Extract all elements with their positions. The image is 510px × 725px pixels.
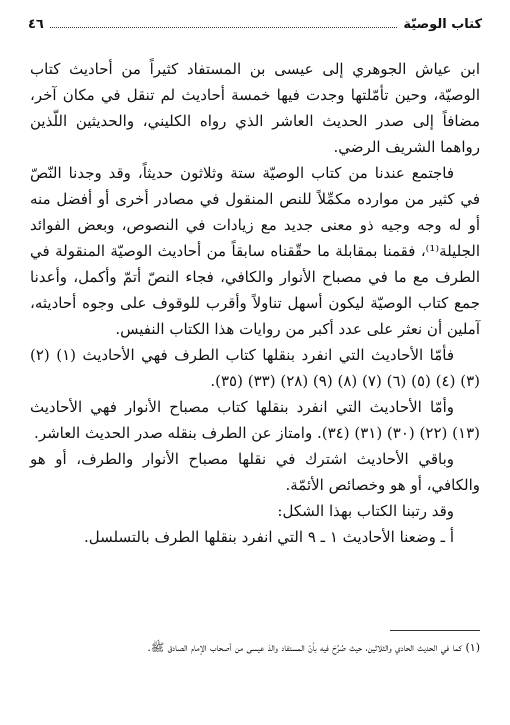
header-dotted-leader (50, 27, 398, 28)
footnote-separator (390, 630, 480, 631)
paragraph-7: أ ـ وضعنا الأحاديث ١ ـ ٩ التي انفرد بنقلها الطرف بالتسلسل. (84, 528, 454, 546)
paragraph-3: فأمّا الأحاديث التي انفرد بنقلها كتاب الطرف فهي الأحاديث (١) (٢) (٣) (٤) (٥) (٦) (٧) (٨) (٩) (٢٨) (٣٣) (٣٥). (30, 346, 480, 390)
page-number: ٤٦ (28, 17, 44, 32)
main-text (30, 56, 480, 550)
paragraph-6: وقد رتبنا الكتاب بهذا الشكل: (277, 502, 454, 520)
footnote-1: (١) كما في الحديث الحادي والثلاثين، حيث صُرِّحَ فيه بأنّ المستفاد والدَ عيسى من أصحاب الإمام الصادق ﷺ. (147, 641, 480, 654)
paragraph-4: وأمّا الأحاديث التي انفرد بنقلها كتاب مصباح الأنوار فهي الأحاديث (١٣) (٢٢) (٣٠) (٣١) (٣٤). وامتاز عن الطرف بنقله صدر الحديث العاشر. (30, 398, 480, 442)
paragraph-2: فاجتمع عندنا من كتاب الوصيّة ستة وثلاثون حديثاً، وقد وجدنا النّصّ في كثير من موارده مكمِّلاً للنص المنقول في مصادر أخرى أو أفضل منه أو له وجه وجيه ذو معنى جديد مع زيادات في النصوص، وبعض الفوائد الجليلة⁽¹⁾، فقمنا بمقابلة ما حقّقناه سابقاً من أحاديث الوصيّة المنقولة في الطرف مع ما في مصباح الأنوار والكافي، فجاء النصّ أتمّ وأكمل، وأعدنا جمع كتاب الوصيّة ليكون أسهل تناولاً وأقرب للوقوف على وجوه أحاديثه، آملين أن نعثر على عدد أكبر من روايات هذا الكتاب النفيس. (30, 164, 480, 338)
running-header (28, 10, 482, 32)
paragraph-1: ابن عياش الجوهري إلى عيسى بن المستفاد كثيراً من أحاديث كتاب الوصيّة، وحين تأمّلتها وجدت فيها خمسة أحاديث لم تنقل في مكان آخر، مضافاً إلى صدر الحديث العاشر الذي رواه الكليني، والحديثين اللّذين رواهما الشريف الرضي. (30, 60, 480, 156)
paragraph-5: وباقي الأحاديث اشترك في نقلها مصباح الأنوار والطرف، أو هو والكافي، أو هو وخصائص الأئمّة. (30, 450, 480, 494)
footnote-block (30, 638, 480, 657)
header-title: كتاب الوصيّة (403, 17, 482, 32)
